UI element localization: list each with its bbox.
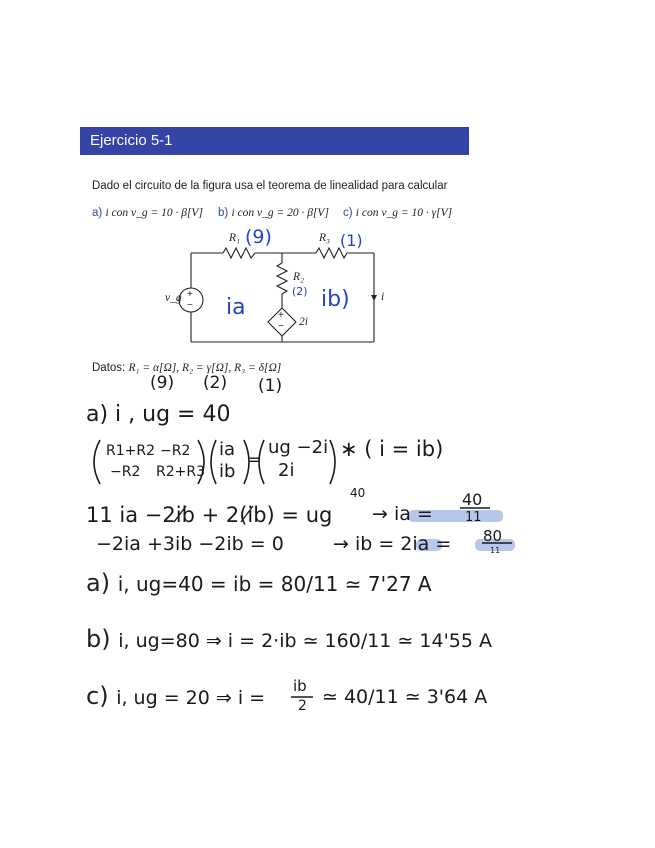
frac-80: 80 xyxy=(483,527,503,545)
r2-resistor xyxy=(277,263,287,294)
hand-ib-label: ib) xyxy=(321,287,350,312)
r2-label: R₂ xyxy=(293,271,305,283)
vg-minus: − xyxy=(187,300,193,311)
matrix-r1c2: −R2 xyxy=(160,443,191,459)
hand-r1-value: (9) xyxy=(245,226,272,248)
problem-intro: Dado el circuito de la figura usa el teorema de linealidad para calcular xyxy=(92,180,448,192)
hand-datos-3: (1) xyxy=(258,376,283,396)
answer-c-frac-num: ib xyxy=(293,677,307,695)
current-arrow xyxy=(371,295,377,301)
hand-datos-1: (9) xyxy=(150,373,175,393)
r1-resistor xyxy=(223,248,255,258)
hand-r2-value: (2) xyxy=(292,285,308,298)
equation-2: −2ia +3ib −2ib = 0 xyxy=(96,533,284,555)
answer-b: b) i, ug=80 ⇒ i = 2·ib ≃ 160/11 ≃ 14'55 A xyxy=(86,625,493,653)
equation-1: 11 ia −2ib + 2(ib) = ug xyxy=(86,503,333,527)
equation-1-note: 40 xyxy=(350,486,366,500)
answer-c: c) i, ug = 20 ⇒ i = xyxy=(86,682,266,710)
equation-2-result: → ib = 2ia = xyxy=(333,533,452,555)
dep-minus: − xyxy=(278,321,284,332)
frac-40: 40 xyxy=(462,490,483,509)
r3-label: R₃ xyxy=(319,232,331,244)
answer-a: a) i, ug=40 = ib = 80/11 ≃ 7'27 A xyxy=(86,569,432,597)
hand-setup: a) i , ug = 40 xyxy=(86,402,231,427)
current-label: i xyxy=(381,291,385,303)
rhs-2: 2i xyxy=(278,460,295,481)
matrix-equals: = xyxy=(248,450,262,469)
matrix-r2c1: −R2 xyxy=(110,464,141,480)
constraint-note: ∗ ( i = ib) xyxy=(340,437,444,461)
matrix-r1c1: R1+R2 xyxy=(106,443,155,459)
item-b: b) i con v_g = 20 · β[V] xyxy=(218,207,329,219)
hand-ia-label: ia xyxy=(226,295,246,320)
frac-80-den: 11 xyxy=(490,546,501,555)
hand-r3-value: (1) xyxy=(340,231,363,250)
hand-datos-2: (2) xyxy=(203,373,228,393)
item-c: c) i con v_g = 10 · γ[V] xyxy=(343,207,453,219)
rhs-1: ug −2i xyxy=(268,437,329,458)
matrix-r2c2: R2+R3 xyxy=(156,464,205,480)
vg-label: v_g xyxy=(165,292,182,304)
exercise-title: Ejercicio 5-1 xyxy=(90,132,173,149)
dep-plus: + xyxy=(278,310,284,321)
vector-ia: ia xyxy=(219,439,236,460)
matrix-left-paren xyxy=(94,440,100,484)
vg-plus: + xyxy=(187,289,193,300)
vector-ib: ib xyxy=(219,461,236,482)
item-a: a) i con v_g = 10 · β[V] xyxy=(92,207,203,219)
equation-1-result: → ia = xyxy=(372,503,433,525)
r1-label: R₁ xyxy=(229,232,241,244)
dep-source-label: 2i xyxy=(299,316,308,328)
answer-c-tail: ≃ 40/11 ≃ 3'64 A xyxy=(322,686,488,708)
frac-11: 11 xyxy=(465,510,482,525)
datos-line: Datos: R₁ = α[Ω], R₂ = γ[Ω], R₃ = δ[Ω] xyxy=(92,362,282,374)
answer-c-frac-den: 2 xyxy=(298,698,307,714)
